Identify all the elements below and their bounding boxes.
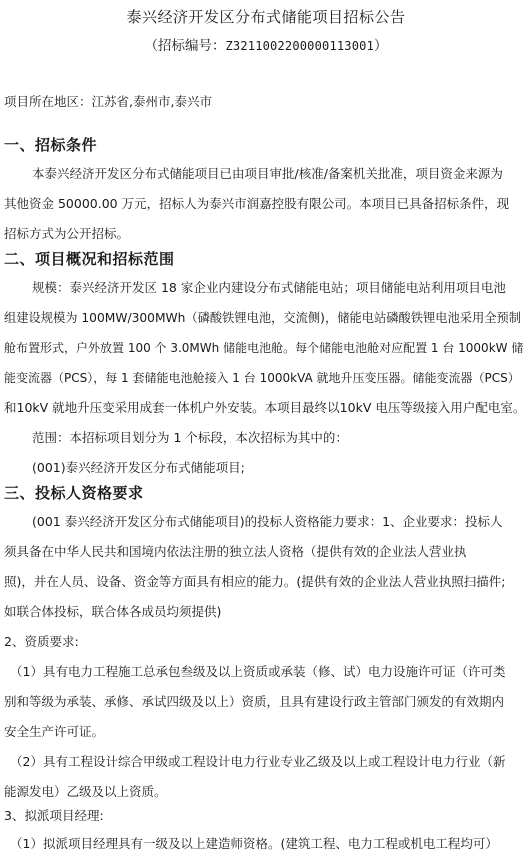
qual1-line-2: 别和等级为承装、承修、承试四级及以上）资质，且具有建设行政主管部门颁发的有效期内 [4,694,505,709]
s1-line-1: 本泰兴经济开发区分布式储能项目已由项目审批/核准/备案机关批准，项目资金来源为 [32,166,503,181]
qual2-line-2: 能源发电）乙级及以上资质。 [4,784,167,799]
section-heading-qualifications: 三、投标人资格要求 [4,484,144,502]
tender-number-prefix: （招标编号： [144,38,226,54]
section-heading-overview: 二、项目概况和招标范围 [4,250,175,268]
project-manager-title: 3、拟派项目经理: [4,808,104,823]
tender-number [0,35,532,57]
s3-line-1: (001 泰兴经济开发区分布式储能项目)的投标人资格能力要求：1、企业要求：投标人 [32,514,503,529]
section-heading-tender-conditions: 一、招标条件 [4,136,98,154]
qual1-line-1: （1）具有电力工程施工总承包叁级及以上资质或承装（修、试）电力设施许可证（许可类 [10,664,506,679]
s2-line-5: 和10kV 就地升压变采用成套一体机户外安装。本项目最终以10kV 电压等级接入用户配电室。 [4,400,526,415]
tender-number-code: Z3211002200000113001 [225,39,374,53]
s2-lot: (001)泰兴经济开发区分布式储能项目; [32,460,245,475]
qual1-line-3: 安全生产许可证。 [4,724,105,739]
qualification-title: 2、资质要求: [4,634,79,649]
project-manager-req-1: （1）拟派项目经理具有一级及以上建造师资格。(建筑工程、电力工程或机电工程均可） [10,836,498,851]
s2-line-1: 规模：泰兴经济开发区 18 家企业内建设分布式储能电站；项目储能电站利用项目电池 [32,280,506,295]
s3-line-3: 照)，并在人员、设备、资金等方面具有相应的能力。(提供有效的企业法人营业执照扫描件; [4,574,506,589]
s1-line-3: 招标方式为公开招标。 [4,226,130,241]
s2-line-4: 能变流器（PCS），每 1 套储能电池舱接入 1 台 1000kVA 就地升压变压器。储能变流器（PCS） [4,371,520,385]
tender-number-suffix: ） [374,38,388,54]
s2-scope: 范围：本招标项目划分为 1 个标段，本次招标为其中的： [32,430,348,445]
s3-line-4: 如联合体投标，联合体各成员均须提供) [4,604,222,619]
page-title: 泰兴经济开发区分布式储能项目招标公告 [126,8,406,26]
s2-line-3: 舱布置形式，户外放置 100 个 3.0MWh 储能电池舱。每个储能电池舱对应配置 1 台 1000kW 储 [4,341,524,355]
qual2-line-1: （2）具有工程设计综合甲级或工程设计电力行业专业乙级及以上或工程设计电力行业（新 [10,754,506,769]
s2-line-2: 组建设规模为 100MW/300MWh（磷酸铁锂电池，交流侧)，储能电站磷酸铁锂电池采用全预制 [4,311,521,325]
s3-line-2: 须具备在中华人民共和国境内依法注册的独立法人资格（提供有效的企业法人营业执 [4,544,467,559]
s1-line-2: 其他资金 50000.00 万元，招标人为泰兴市润嘉控股有限公司。本项目已具备招标条件，现 [4,196,510,211]
project-location: 项目所在地区：江苏省,泰州市,泰兴市 [4,94,212,109]
